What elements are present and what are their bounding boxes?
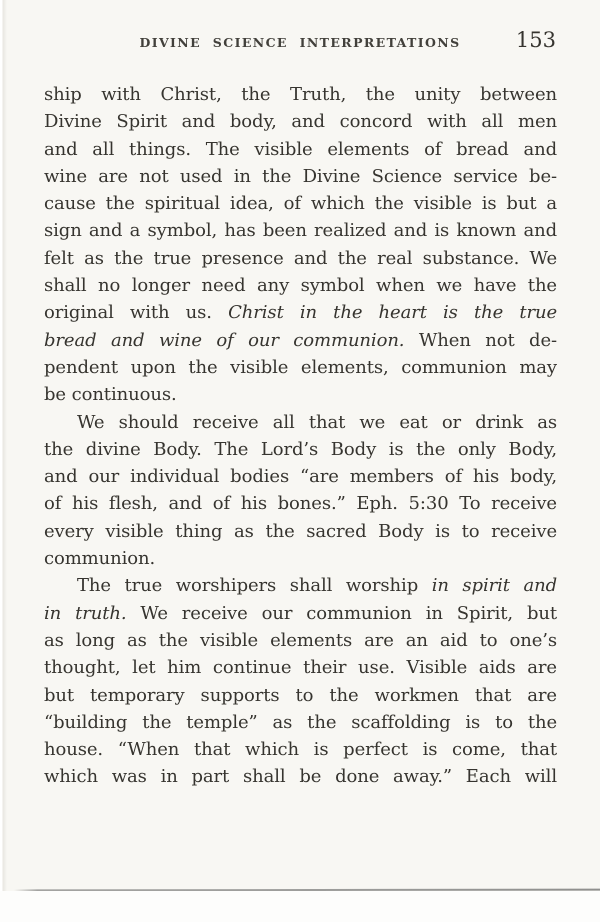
page-body [44,81,557,791]
text-segment: We receive our communion in Spirit, but [126,602,557,624]
text-line [44,136,557,163]
text-segment: ship with Christ, the Truth, the unity between [44,84,557,105]
text-segment: but temporary supports to the workmen that are [44,684,557,706]
italic-text-segment: in spirit and [431,575,557,597]
text-line [44,299,557,326]
text-segment: of his flesh, and of his bones.” Eph. 5:30 To receive [44,493,557,515]
text-segment: pendent upon the visible elements, communion may [44,356,557,378]
text-segment: We should receive all that we eat or drink as [77,411,557,433]
text-line [44,245,557,272]
text-line [44,354,557,381]
text-segment: felt as the true presence and the real substance. We [44,247,557,269]
text-segment: be continuous. [44,384,177,406]
text-line [44,163,557,190]
text-segment: The true worshipers shall worship [77,575,432,597]
text-segment: the divine Body. The Lord’s Body is the only Body, [44,438,557,460]
text-line [44,190,557,217]
text-segment: and our individual bodies “are members of his body, [44,466,557,488]
text-segment: original with us. [44,302,229,324]
running-head-title: DIVINE SCIENCE INTERPRETATIONS [139,35,461,50]
page-header [0,0,600,60]
text-line [44,545,557,572]
text-segment: sign and a symbol, has been realized and is known and [44,220,557,242]
text-segment: shall no longer need any symbol when we have the [44,275,557,297]
text-line [44,381,557,408]
text-line [44,572,557,599]
text-line [44,490,557,517]
text-segment: which was in part shall be done away.” Each will [44,766,557,788]
text-line [44,409,557,436]
text-line [44,627,557,654]
italic-text-segment: bread and wine of our communion. [44,329,405,351]
text-line [44,217,557,244]
page-edge-shadow [0,0,7,922]
text-segment: communion. [44,548,156,570]
text-segment: Divine Spirit and body, and concord with all men [44,111,557,133]
italic-text-segment: in truth. [44,602,127,624]
text-line [44,327,557,354]
text-segment: wine are not used in the Divine Science service be- [44,165,557,187]
italic-text-segment: Christ in the heart is the true [228,302,557,324]
scan-background-below-page [0,891,600,922]
text-segment: “building the temple” as the scaffolding is to the [44,711,557,733]
text-line [44,81,557,108]
text-line [44,709,557,736]
text-line [44,463,557,490]
text-segment: cause the spiritual idea, of which the visible is but a [44,193,557,215]
text-line [44,518,557,545]
text-line [44,600,557,627]
page-number: 153 [515,28,556,52]
text-segment: as long as the visible elements are an aid to one’s [44,629,557,651]
text-segment: house. “When that which is perfect is come, that [44,739,557,761]
text-segment: and all things. The visible elements of bread and [44,138,557,160]
text-segment: When not de- [404,329,557,351]
text-segment: thought, let him continue their use. Visible aids are [44,657,557,679]
text-line [44,108,557,135]
text-line [44,272,557,299]
text-line [44,436,557,463]
text-segment: every visible thing as the sacred Body is to receive [44,520,557,542]
text-line [44,736,557,763]
text-line [44,682,557,709]
text-line [44,763,557,790]
text-line [44,654,557,681]
